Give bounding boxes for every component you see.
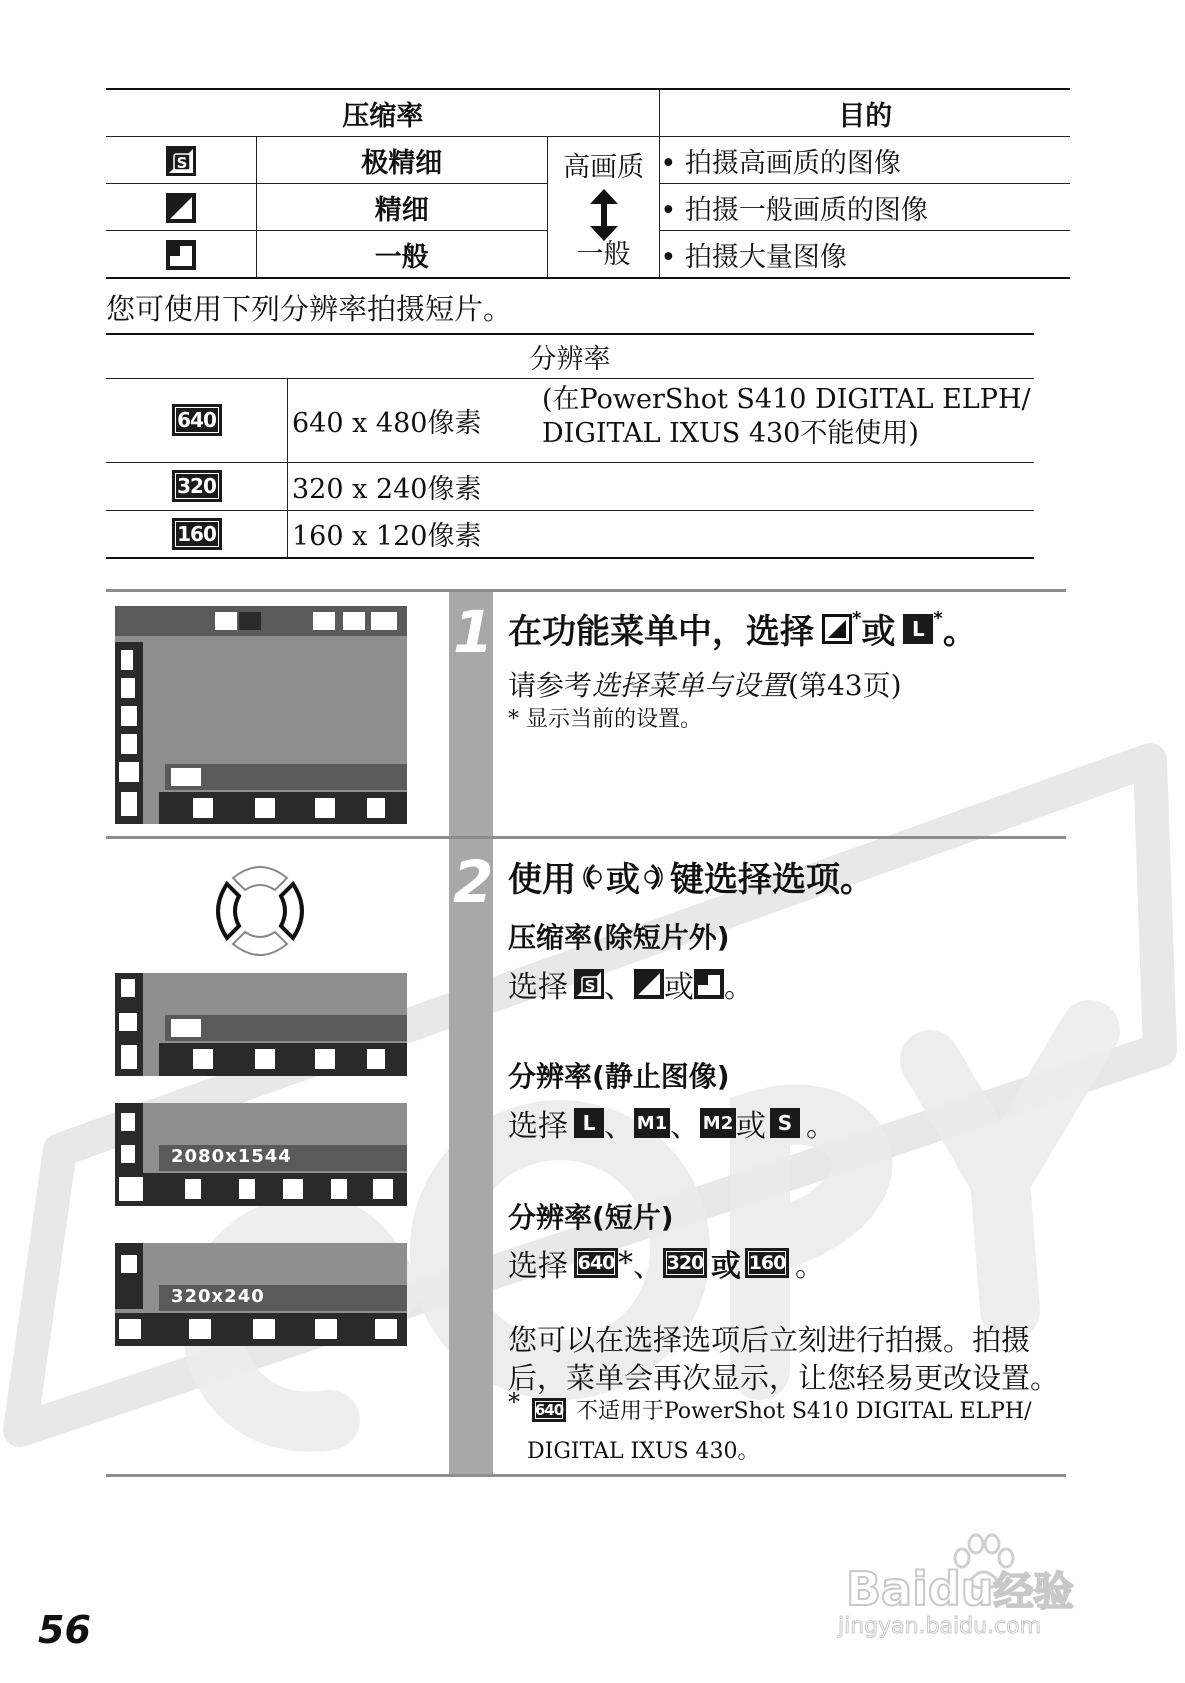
right-button-icon bbox=[644, 862, 666, 892]
step2-still-options bbox=[508, 1101, 836, 1145]
baidu-brand bbox=[846, 1560, 1074, 1617]
superfine-icon bbox=[574, 969, 604, 999]
fine-purpose: • 拍摄一般画质的图像 bbox=[660, 184, 1070, 231]
baidu-brand-bai: Bai bbox=[846, 1562, 928, 1616]
lcd-compression bbox=[115, 973, 407, 1076]
step2-paragraph-line2: 后，菜单会再次显示，让您轻易更改设置。 bbox=[508, 1361, 1060, 1395]
lcd-function-menu bbox=[115, 606, 407, 824]
step2-bar bbox=[449, 839, 493, 1475]
step1-title-or: 或 bbox=[861, 612, 896, 652]
res-320-size: 320 x 240像素 bbox=[288, 462, 1035, 510]
step2-title bbox=[508, 852, 874, 901]
separator: 、 bbox=[633, 1249, 663, 1284]
step2-title-prefix: 使用 bbox=[508, 860, 576, 900]
end-mark: 。 bbox=[724, 970, 754, 1005]
quality-high: 高画质 bbox=[562, 152, 644, 183]
superfine-label: 极精细 bbox=[256, 137, 547, 184]
step2-still-heading: 分辨率(静止图像) bbox=[508, 1060, 730, 1093]
svg-text:S: S bbox=[176, 153, 188, 172]
step1-ref-link[interactable]: 选择菜单与设置 bbox=[592, 669, 789, 702]
purpose-header: 目的 bbox=[660, 89, 1070, 137]
end-mark: 。 bbox=[806, 1109, 836, 1144]
select-prefix: 选择 bbox=[508, 970, 568, 1005]
res-160-icon-cell bbox=[106, 510, 288, 558]
movie-640-icon: 640 bbox=[172, 404, 222, 436]
separator: 、 bbox=[604, 970, 634, 1005]
normal-purpose: • 拍摄大量图像 bbox=[660, 231, 1070, 279]
res-160-size: 160 x 120像素 bbox=[288, 510, 1035, 558]
fine-icon bbox=[166, 193, 196, 223]
step2-note-line1 bbox=[508, 1388, 1032, 1425]
step2-compression-heading: 压缩率(除短片外) bbox=[508, 921, 730, 954]
baidu-brand-du: du bbox=[927, 1562, 994, 1616]
superfine-icon-cell bbox=[106, 137, 256, 184]
resolution-large-icon: L bbox=[903, 614, 933, 644]
step-divider-mid bbox=[106, 836, 1066, 839]
step2-paragraph-line1: 您可以在选择选项后立刻进行拍摄。拍摄 bbox=[508, 1323, 1031, 1357]
res-640-note-line1: (在PowerShot S410 DIGITAL ELPH/ bbox=[542, 384, 1031, 415]
res-640-note bbox=[542, 378, 1034, 462]
fine-icon bbox=[822, 614, 852, 644]
res-640-size: 640 x 480像素 bbox=[288, 378, 543, 462]
step2-compression-options bbox=[508, 962, 754, 1006]
lcd-movie-resolution-label: 320x240 bbox=[171, 1286, 265, 1307]
step1-ref-page: (第43页) bbox=[788, 669, 902, 702]
res-320-icon-cell bbox=[106, 462, 288, 510]
movie-640-icon: 640 bbox=[532, 1398, 566, 1422]
resolution-large-icon: L bbox=[574, 1108, 604, 1138]
resolution-header: 分辨率 bbox=[106, 334, 1034, 378]
step2-number: 2 bbox=[453, 848, 494, 916]
step1-title bbox=[508, 604, 977, 653]
movie-intro: 您可使用下列分辨率拍摄短片。 bbox=[106, 292, 513, 326]
step2-movie-heading: 分辨率(短片) bbox=[508, 1201, 674, 1234]
movie-320-icon: 320 bbox=[172, 470, 222, 502]
step1-title-text: 在功能菜单中，选择 bbox=[508, 612, 814, 652]
four-way-controller-icon bbox=[205, 856, 315, 966]
compression-table bbox=[106, 88, 1070, 279]
or-text: 或 bbox=[736, 1109, 766, 1144]
lcd-still-resolution bbox=[115, 1103, 407, 1206]
svg-text:S: S bbox=[584, 977, 596, 995]
resolution-table bbox=[106, 333, 1034, 559]
quality-scale bbox=[547, 137, 660, 279]
separator: 、 bbox=[670, 1109, 700, 1144]
step2-title-suffix: 键选择选项。 bbox=[670, 860, 874, 900]
movie-160-icon: 160 bbox=[745, 1248, 789, 1278]
lcd-movie-resolution bbox=[115, 1243, 407, 1346]
or-text: 或 bbox=[711, 1249, 741, 1284]
movie-320-icon: 320 bbox=[663, 1248, 707, 1278]
step1-number: 1 bbox=[453, 598, 494, 666]
select-prefix: 选择 bbox=[508, 1249, 568, 1284]
step1-title-end: 。 bbox=[942, 612, 977, 652]
step1-ref-prefix: 请参考 bbox=[508, 669, 593, 702]
movie-160-icon: 160 bbox=[172, 518, 222, 550]
step1-asterisk-1: * bbox=[852, 608, 862, 629]
separator: 、 bbox=[604, 1109, 634, 1144]
normal-icon bbox=[166, 240, 196, 270]
res-640-icon-cell bbox=[106, 378, 288, 462]
baidu-brand-jingyan: 经验 bbox=[993, 1569, 1074, 1615]
resolution-medium1-icon: M1 bbox=[634, 1108, 670, 1138]
normal-label: 一般 bbox=[256, 231, 547, 279]
step-divider-top bbox=[106, 589, 1066, 592]
step2-movie-options bbox=[508, 1241, 825, 1285]
page-number: 56 bbox=[38, 1608, 91, 1652]
superfine-icon bbox=[166, 146, 196, 176]
resolution-small-icon: S bbox=[770, 1108, 800, 1138]
note-text-1: 不适用于PowerShot S410 DIGITAL ELPH/ bbox=[576, 1399, 1032, 1424]
resolution-medium2-icon: M2 bbox=[700, 1108, 736, 1138]
end-mark: 。 bbox=[795, 1249, 825, 1284]
fine-icon bbox=[634, 969, 664, 999]
compression-header: 压缩率 bbox=[106, 89, 660, 137]
step1-asterisk-2: * bbox=[933, 608, 943, 629]
quality-normal: 一般 bbox=[576, 239, 631, 270]
or-text: 或 bbox=[664, 970, 694, 1005]
res-640-note-line2: DIGITAL IXUS 430不能使用) bbox=[542, 418, 919, 449]
step1-reference bbox=[508, 664, 902, 704]
fine-label: 精细 bbox=[256, 184, 547, 231]
baidu-site: jingyan.baidu.com bbox=[838, 1614, 1042, 1639]
normal-icon-cell bbox=[106, 231, 256, 279]
step2-note-line2: DIGITAL IXUS 430。 bbox=[527, 1439, 760, 1464]
movie-640-icon: 640 bbox=[574, 1248, 618, 1278]
baidu-jingyan-watermark bbox=[838, 1532, 1128, 1642]
fine-icon-cell bbox=[106, 184, 256, 231]
superfine-purpose: • 拍摄高画质的图像 bbox=[660, 137, 1070, 184]
step-divider-bottom bbox=[106, 1474, 1066, 1477]
step1-footnote: * 显示当前的设置。 bbox=[508, 707, 702, 732]
left-button-icon bbox=[580, 862, 602, 892]
step2-title-or: 或 bbox=[606, 860, 640, 900]
lcd-still-resolution-label: 2080x1544 bbox=[171, 1146, 292, 1167]
note-asterisk: * bbox=[508, 1388, 520, 1416]
asterisk: * bbox=[618, 1245, 633, 1281]
normal-icon bbox=[694, 969, 724, 999]
select-prefix: 选择 bbox=[508, 1109, 568, 1144]
